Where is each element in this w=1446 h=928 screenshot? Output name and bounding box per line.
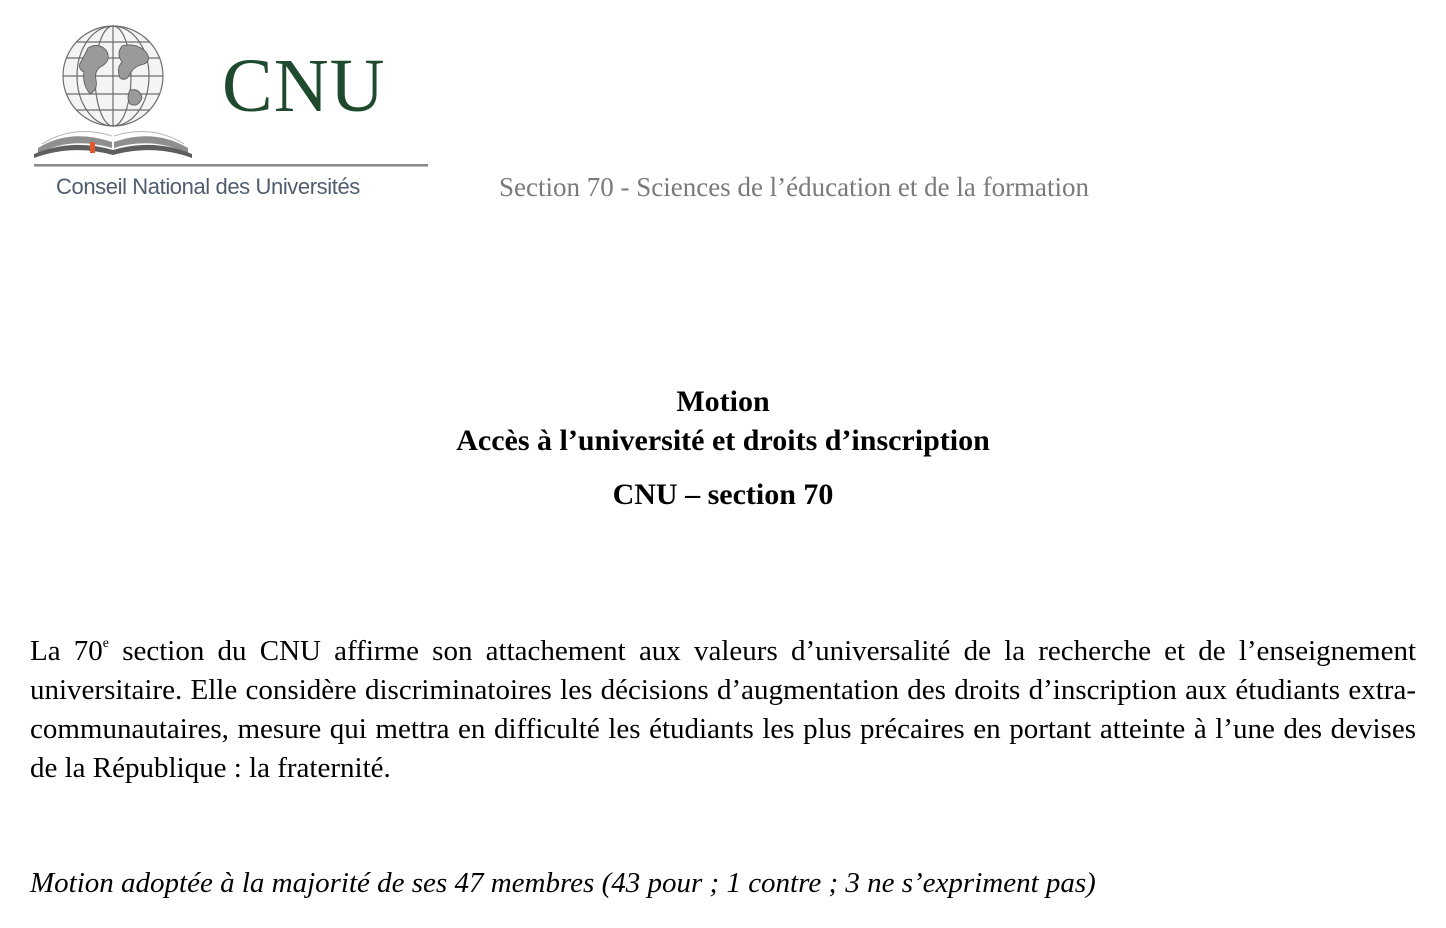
- paragraph-prefix: La 70: [30, 635, 103, 667]
- title-issuer: CNU – section 70: [612, 478, 834, 511]
- cnu-logo: [30, 18, 440, 208]
- logo-divider: [34, 164, 428, 167]
- section-label: Section 70 - Sciences de l’éducation et de la formation: [499, 172, 1090, 202]
- open-book-icon: [34, 132, 192, 159]
- globe-on-open-book-icon: [30, 18, 200, 158]
- motion-paragraph: [30, 632, 1416, 788]
- logo-acronym: CNU: [222, 44, 386, 128]
- logo-full-name: Conseil National des Universités: [56, 174, 360, 199]
- paragraph-text: section du CNU affirme son attachement aux valeurs d’universalité de la recherche et de l’enseignement universitaire. Elle considère discriminatoires les décisions d’augmentation des droits d’inscription aux étudiants extra-communautaires, mesure qui mettra en difficulté les étudiants les plus précaires en portant atteinte à l’une des devises de la République : la fraternité.: [30, 635, 1416, 784]
- ordinal-superscript: e: [102, 636, 110, 651]
- title-subject: Accès à l’université et droits d’inscription: [456, 424, 990, 457]
- document-title: [0, 382, 1446, 514]
- vote-result: Motion adoptée à la majorité de ses 47 membres (43 pour ; 1 contre ; 3 ne s’expriment pas): [30, 867, 1096, 899]
- title-motion: Motion: [676, 385, 770, 418]
- globe-icon: [63, 26, 163, 126]
